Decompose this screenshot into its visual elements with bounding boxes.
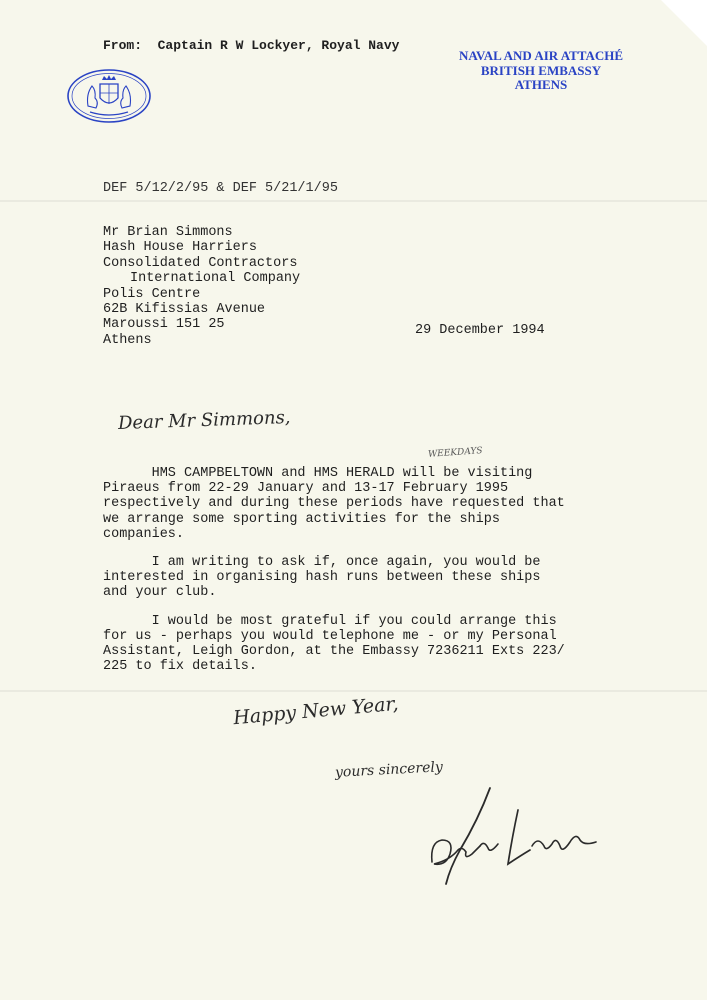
handwritten-closing-note: Happy New Year, [232, 692, 400, 730]
body-line: Assistant, Leigh Gordon, at the Embassy 7236211 Exts 223/ [103, 644, 565, 660]
body-line: Piraeus from 22-29 January and 13-17 February 1995 [103, 481, 509, 497]
body-line: 225 to fix details. [103, 659, 257, 675]
body-paragraph [103, 555, 565, 601]
paper-fold [0, 690, 707, 692]
handwritten-sign-off: yours sincerely [334, 759, 444, 781]
corner-curl [661, 0, 707, 46]
letterhead-office [443, 49, 639, 93]
body-line: interested in organising hash runs between these ships [103, 570, 541, 586]
body-line: we arrange some sporting activities for the ships [103, 511, 500, 527]
body-line: I am writing to ask if, once again, you would be [103, 555, 541, 571]
body-line: companies. [103, 526, 185, 542]
office-line: ATHENS [514, 77, 568, 92]
address-line: 62B Kifissias Avenue [103, 302, 266, 318]
body-paragraph [103, 614, 565, 675]
letter-body [103, 466, 565, 687]
address-line: Athens [103, 332, 152, 348]
office-line: BRITISH EMBASSY [480, 62, 602, 78]
handwritten-insert: WEEKDAYS [427, 446, 483, 460]
recipient-address [103, 225, 300, 348]
from-line: From: Captain R W Lockyer, Royal Navy [103, 38, 400, 53]
office-line: NAVAL AND AIR ATTACHÉ [458, 48, 624, 63]
address-line: International Company [130, 271, 301, 287]
body-paragraph [103, 466, 565, 542]
signature-icon [420, 780, 600, 890]
body-line: for us - perhaps you would telephone me - or my Personal [103, 628, 557, 644]
handwritten-salutation: Dear Mr Simmons, [117, 406, 291, 435]
address-line: Polis Centre [103, 286, 201, 302]
letter-date: 29 December 1994 [415, 323, 545, 338]
reference-line: DEF 5/12/2/95 & DEF 5/21/1/95 [103, 181, 338, 196]
paper-fold [0, 200, 707, 202]
address-line: Maroussi 151 25 [103, 317, 225, 333]
address-line: Consolidated Contractors [103, 255, 298, 271]
address-line: Hash House Harriers [103, 240, 257, 256]
body-line: I would be most grateful if you could arrange this [103, 613, 557, 629]
address-line: Mr Brian Simmons [103, 225, 233, 240]
royal-crest-icon [66, 68, 152, 124]
body-line: HMS CAMPBELTOWN and HMS HERALD will be visiting [103, 466, 533, 481]
body-line: and your club. [103, 585, 217, 601]
body-line: respectively and during these periods have requested that [103, 496, 565, 512]
